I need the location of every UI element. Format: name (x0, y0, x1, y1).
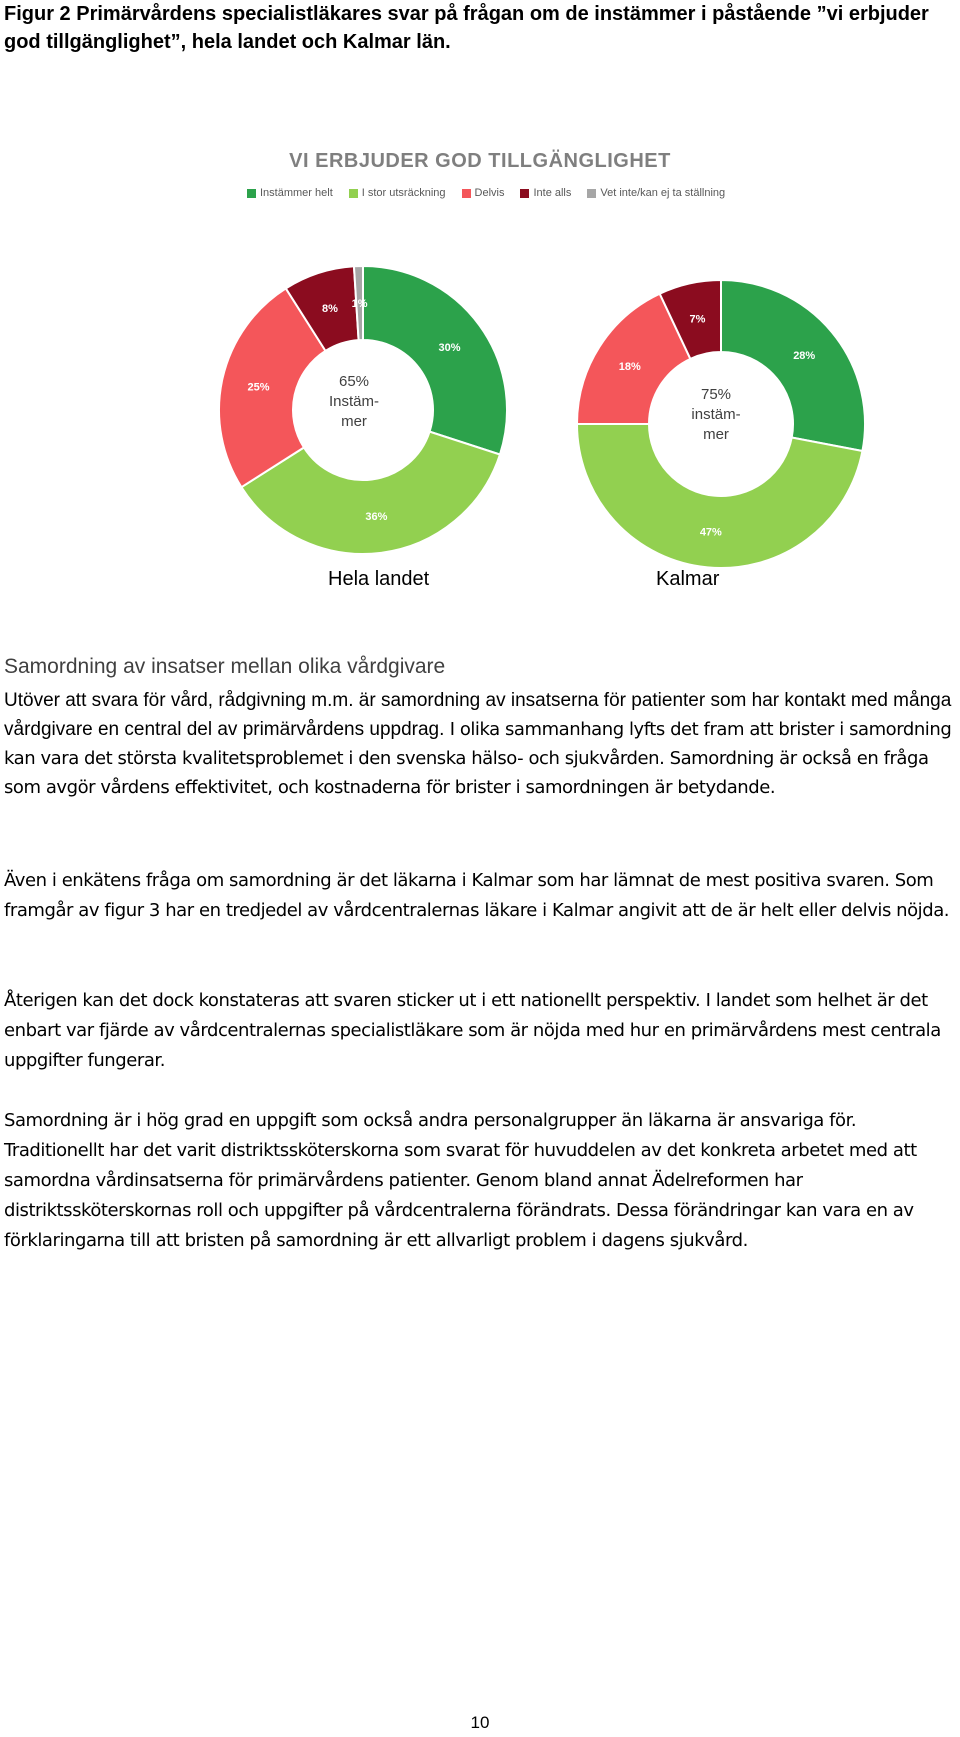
center-label-line1: Instäm- (328, 393, 379, 410)
slice-label-hela-landet-delvis: 25% (247, 381, 270, 394)
donut-charts (0, 0, 960, 640)
center-label-line1: instäm- (691, 406, 741, 423)
page-number: 10 (470, 1713, 490, 1732)
paragraph-2: Även i enkätens fråga om samordning är det läkarna i Kalmar som har lämnat de mest positiva svaren. Som framgår av figur 3 har en tredjedel av vårdcentralernas läkare i Kalmar angivit att de är helt eller delvis nöjda. (4, 870, 950, 921)
figure-caption: Figur 2 Primärvårdens specialistläkares svar på frågan om de instämmer i påstående ”vi erbjuder god tillgänglighet”, hela landet och Kalmar län. (4, 3, 929, 53)
center-label-line2: mer (341, 413, 367, 430)
legend-label: Instämmer helt (260, 187, 333, 199)
slice-label-hela-landet-inst-mmer-helt: 30% (438, 342, 461, 355)
donut-center-hela-landet (314, 372, 394, 432)
donut-center-kalmar (676, 385, 756, 445)
chart-title: VI ERBJUDER GOD TILLGÄNGLIGHET (289, 150, 671, 172)
paragraph-1-lead: Utöver att svara för vård, rådgivning m.m. är samordning av insatserna för patienter som har kontakt med många vårdgivare en central del av primärvårdens uppdrag. (4, 690, 952, 740)
slice-label-hela-landet-inte-alls: 8% (321, 303, 338, 316)
paragraph-1 (4, 686, 959, 802)
group-label-kalmar: Kalmar (656, 568, 720, 590)
legend-label: Vet inte/kan ej ta ställning (600, 187, 726, 199)
slice-kalmar-i-stor-utsr-ckning (577, 424, 862, 568)
legend-label: Delvis (474, 187, 505, 199)
slice-label-kalmar-inst-mmer-helt: 28% (793, 350, 816, 363)
paragraph-1-continued: I olika sammanhang lyfts det fram att brister i samordning kan vara det största kvalitetsproblemet i den svenska hälso- och sjukvården. Samordning är också en fråga som avgör vårdens effektivitet, och kostnaderna för brister i samordningen är betydande. (4, 719, 952, 798)
paragraph-4: Samordning är i hög grad en uppgift som också andra personalgrupper än läkarna är ansvariga för. Traditionellt har det varit distriktssköterskorna som svarat för huvuddelen av det konkreta arbetet med att samordna vårdinsatserna för primärvårdens patienter. Genom bland annat Ädelreformen har distriktssköterskornas roll och uppgifter på vårdcentralerna förändrats. Dessa förändringar kan vara en av förklaringarna till att bristen på samordning är ett allvarligt problem i dagens sjukvård. (4, 1110, 917, 1251)
slice-label-kalmar-delvis: 18% (618, 361, 641, 374)
center-percent: 75% (700, 386, 732, 403)
paragraph-3: Återigen kan det dock konstateras att svaren sticker ut i ett nationellt perspektiv. I landet som helhet är det enbart var fjärde av vårdcentralernas specialistläkare som är nöjda med hur en primärvårdens mest centrala uppgifter fungerar. (4, 990, 941, 1071)
group-label-hela-landet: Hela landet (328, 568, 430, 590)
slice-label-hela-landet-vet-inte-kan-ej-ta-st-llning: 1% (351, 298, 368, 311)
legend-label: Inte alls (533, 187, 572, 199)
slice-label-kalmar-inte-alls: 7% (689, 313, 706, 326)
center-percent: 65% (338, 373, 370, 390)
legend-label: I stor utsräckning (361, 187, 446, 199)
slice-label-kalmar-i-stor-utsr-ckning: 47% (699, 526, 722, 539)
slice-label-hela-landet-i-stor-utsr-ckning: 36% (365, 511, 388, 524)
center-label-line2: mer (703, 426, 729, 443)
section-heading: Samordning av insatser mellan olika vårdgivare (4, 655, 446, 678)
